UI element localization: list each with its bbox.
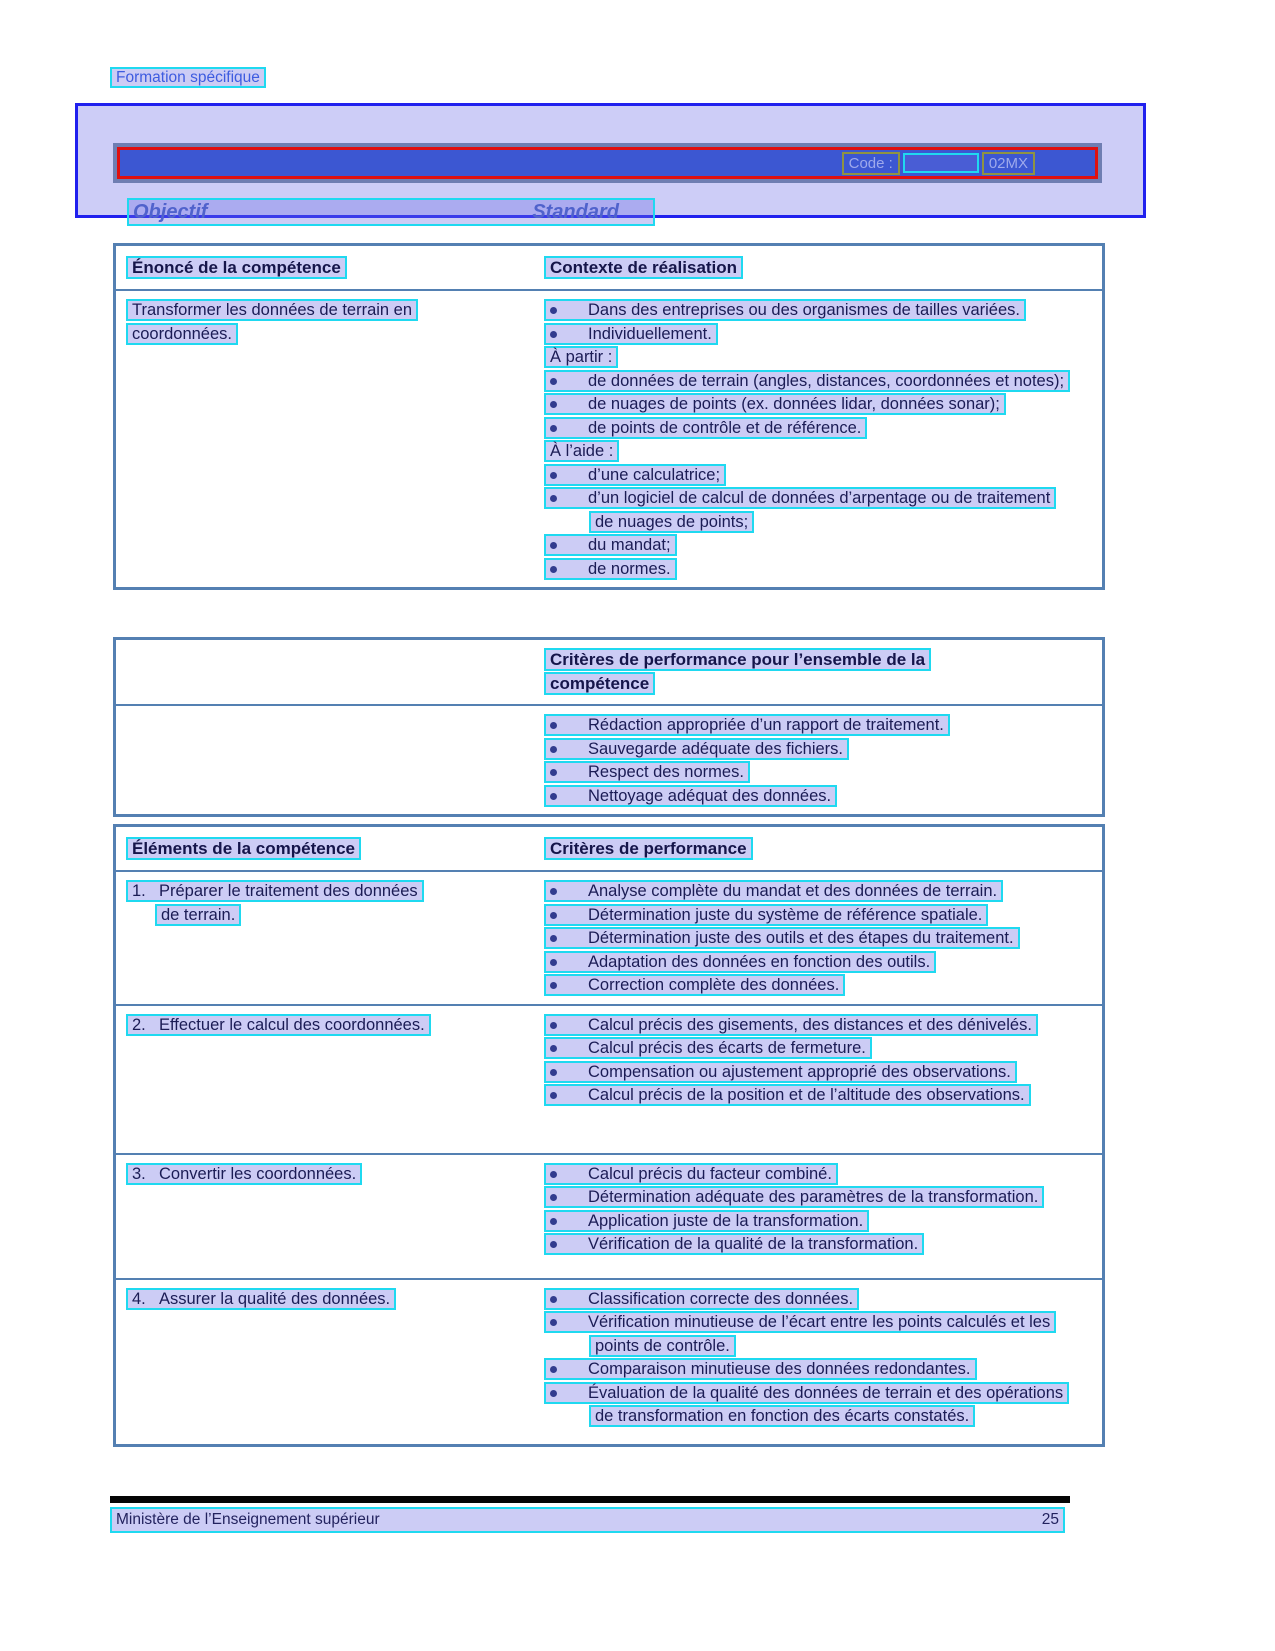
- code-label: Code :: [842, 152, 900, 175]
- context-subheading: À partir :: [544, 346, 1072, 370]
- bullet-icon: [550, 401, 557, 408]
- bullet-icon: [550, 1366, 557, 1373]
- element-item: 4. Assurer la qualité des données.: [126, 1288, 438, 1312]
- footer-rule: [110, 1496, 1070, 1503]
- bullet-icon: [550, 722, 557, 729]
- element-item: 1. Préparer le traitement des données de terrain.: [126, 880, 438, 927]
- context-item: d’une calculatrice;: [544, 464, 1072, 488]
- criteria-item: Application juste de la transformation.: [544, 1210, 1072, 1234]
- bullet-icon: [550, 1022, 557, 1029]
- criteria-item: Calcul précis des écarts de fermeture.: [544, 1037, 1072, 1061]
- criteria-item: Détermination adéquate des paramètres de la transformation.: [544, 1186, 1072, 1210]
- bullet-icon: [550, 1045, 557, 1052]
- bullet-icon: [550, 912, 557, 919]
- criteria-item: Calcul précis de la position et de l’altitude des observations.: [544, 1084, 1072, 1108]
- col-header-criteres-ensemble: Critères de performance pour l’ensemble de la compétence: [544, 648, 999, 696]
- criteria-item: Calcul précis des gisements, des distances et des dénivelés.: [544, 1014, 1072, 1038]
- bullet-icon: [550, 331, 557, 338]
- footer-page-number: 25: [1041, 1511, 1059, 1528]
- performance-criteria-body: [116, 704, 1102, 814]
- table-row: [116, 1278, 1102, 1444]
- bullet-icon: [550, 1390, 557, 1397]
- criteria-item: Détermination juste des outils et des étapes du traitement.: [544, 927, 1072, 951]
- context-item: de normes.: [544, 558, 1072, 582]
- bullet-icon: [550, 566, 557, 573]
- bullet-icon: [550, 495, 557, 502]
- bullet-icon: [550, 542, 557, 549]
- bullet-icon: [550, 888, 557, 895]
- competence-table-header: [116, 246, 1102, 289]
- criteria-item: Adaptation des données en fonction des outils.: [544, 951, 1072, 975]
- table-row: [116, 870, 1102, 1004]
- bullet-icon: [550, 935, 557, 942]
- criteria-item: Correction complète des données.: [544, 974, 1072, 998]
- col-header-contexte: Contexte de réalisation: [544, 256, 743, 279]
- bullet-icon: [550, 1319, 557, 1326]
- standard-label: Standard: [532, 200, 619, 223]
- code-value: 02MX: [982, 152, 1035, 175]
- element-item: 3. Convertir les coordonnées.: [126, 1163, 438, 1187]
- bullet-icon: [550, 746, 557, 753]
- criteria-item: Vérification minutieuse de l’écart entre les points calculés et les points de contrôle.: [544, 1311, 1072, 1358]
- bullet-icon: [550, 1194, 557, 1201]
- element-item: 2. Effectuer le calcul des coordonnées.: [126, 1014, 438, 1038]
- footer-ministry: Ministère de l’Enseignement supérieur: [116, 1511, 380, 1528]
- objectif-standard-row: [127, 198, 655, 226]
- bullet-icon: [550, 378, 557, 385]
- bullet-icon: [550, 1241, 557, 1248]
- bullet-icon: [550, 793, 557, 800]
- title-banner: [113, 143, 1102, 183]
- criteria-item: Compensation ou ajustement approprié des observations.: [544, 1061, 1072, 1085]
- code-highlight-box: [903, 153, 979, 173]
- criteria-item: Détermination juste du système de référence spatiale.: [544, 904, 1072, 928]
- context-item: Dans des entreprises ou des organismes de tailles variées.: [544, 299, 1072, 323]
- bullet-icon: [550, 472, 557, 479]
- competence-table-body: [116, 289, 1102, 587]
- context-item: de points de contrôle et de référence.: [544, 417, 1072, 441]
- bullet-icon: [550, 959, 557, 966]
- competence-table: [113, 243, 1105, 590]
- context-item: d’un logiciel de calcul de données d’arpentage ou de traitement de nuages de points;: [544, 487, 1072, 534]
- bullet-icon: [550, 769, 557, 776]
- bullet-icon: [550, 425, 557, 432]
- context-item: de nuages de points (ex. données lidar, données sonar);: [544, 393, 1072, 417]
- criteria-item: Vérification de la qualité de la transformation.: [544, 1233, 1072, 1257]
- performance-criteria-header: [116, 640, 1102, 704]
- section-label-row: [110, 66, 266, 90]
- table-row: [116, 1153, 1102, 1278]
- section-label: Formation spécifique: [110, 67, 266, 88]
- bullet-icon: [550, 307, 557, 314]
- bullet-icon: [550, 1296, 557, 1303]
- criteria-item: Calcul précis du facteur combiné.: [544, 1163, 1072, 1187]
- col-header-enonce: Énoncé de la compétence: [126, 256, 347, 279]
- criteria-item: Comparaison minutieuse des données redondantes.: [544, 1358, 1072, 1382]
- context-item: du mandat;: [544, 534, 1072, 558]
- title-banner-inner: [117, 147, 1098, 179]
- objectif-label: Objectif: [133, 200, 208, 223]
- bullet-icon: [550, 1092, 557, 1099]
- context-item: Individuellement.: [544, 323, 1072, 347]
- bullet-icon: [550, 1069, 557, 1076]
- page-footer: [110, 1507, 1065, 1533]
- criteria-item: Sauvegarde adéquate des fichiers.: [544, 738, 1072, 762]
- elements-table: [113, 824, 1105, 1447]
- elements-table-header: [116, 827, 1102, 870]
- criteria-item: Respect des normes.: [544, 761, 1072, 785]
- criteria-item: Analyse complète du mandat et des données de terrain.: [544, 880, 1072, 904]
- criteria-item: Classification correcte des données.: [544, 1288, 1072, 1312]
- table-row: [116, 1004, 1102, 1153]
- competence-statement: Transformer les données de terrain en coordonnées.: [126, 299, 458, 346]
- criteria-item: Nettoyage adéquat des données.: [544, 785, 1072, 809]
- bullet-icon: [550, 982, 557, 989]
- performance-criteria-table: [113, 637, 1105, 817]
- context-subheading: À l’aide :: [544, 440, 1072, 464]
- col-header-elements: Éléments de la compétence: [126, 837, 361, 860]
- criteria-item: Rédaction appropriée d’un rapport de traitement.: [544, 714, 1072, 738]
- context-item: de données de terrain (angles, distances, coordonnées et notes);: [544, 370, 1072, 394]
- col-header-criteres: Critères de performance: [544, 837, 753, 860]
- bullet-icon: [550, 1218, 557, 1225]
- bullet-icon: [550, 1171, 557, 1178]
- criteria-item: Évaluation de la qualité des données de terrain et des opérations de transformation en fonction des écarts constatés.: [544, 1382, 1072, 1429]
